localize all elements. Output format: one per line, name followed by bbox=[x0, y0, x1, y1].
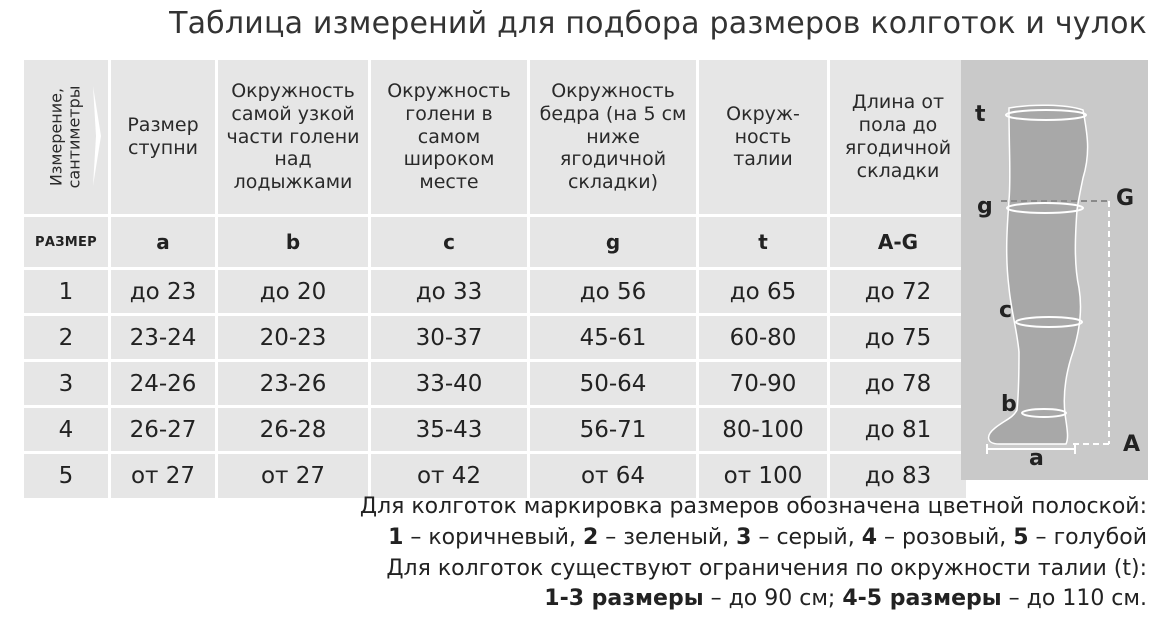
limit-1-value: – до 90 см; bbox=[703, 586, 843, 612]
table-cell: 30-37 bbox=[371, 316, 527, 359]
page-title: Таблица измерений для подбора размеров колготок и чулок bbox=[169, 6, 1147, 41]
label-b: b bbox=[1001, 392, 1017, 417]
notes-block bbox=[360, 492, 1147, 615]
table-cell: 23-24 bbox=[111, 316, 215, 359]
code-b: b bbox=[218, 217, 368, 267]
table-cell: до 23 bbox=[111, 270, 215, 313]
size-number: 4 bbox=[24, 408, 108, 451]
color-size-3-number: 3 bbox=[736, 524, 752, 550]
table-cell: от 27 bbox=[218, 454, 368, 498]
note-waist-limits bbox=[360, 584, 1147, 615]
label-G: G bbox=[1116, 186, 1135, 211]
separator: – bbox=[403, 524, 429, 550]
color-size-2-number: 2 bbox=[582, 524, 599, 550]
table-cell: от 100 bbox=[699, 454, 827, 498]
table-cell: до 83 bbox=[830, 454, 966, 498]
table-cell: от 27 bbox=[111, 454, 215, 498]
table-cell: 80-100 bbox=[699, 408, 827, 451]
table-cell: 35-43 bbox=[371, 408, 527, 451]
size-code-label: РАЗМЕР bbox=[24, 217, 108, 267]
label-t: t bbox=[975, 102, 986, 127]
table-cell: до 56 bbox=[530, 270, 696, 313]
note-waist-limit-intro: Для колготок существуют ограничения по окружности талии (t): bbox=[386, 555, 1147, 581]
code-g: g bbox=[530, 217, 696, 267]
header-ankle-circumference: Окружность самой узкой части голени над лодыжками bbox=[218, 60, 368, 214]
table-cell: 70-90 bbox=[699, 362, 827, 405]
separator: – bbox=[877, 524, 903, 550]
table-cell: от 42 bbox=[371, 454, 527, 498]
note-color-list: 1 – коричневый, 2 – зеленый, 3 – серый, 4 – розовый, 5 – голубой bbox=[388, 524, 1147, 550]
corner-label-line2: сантиметры bbox=[65, 85, 84, 189]
label-A: A bbox=[1123, 432, 1141, 457]
size-number: 1 bbox=[24, 270, 108, 313]
color-size-4-number: 4 bbox=[861, 524, 878, 550]
label-c: c bbox=[999, 298, 1013, 323]
leg-illustration bbox=[961, 60, 1148, 480]
table-cell: до 20 bbox=[218, 270, 368, 313]
limit-2-sizes: 4-5 размеры bbox=[842, 586, 1002, 612]
color-size-4-name: розовый bbox=[902, 524, 1000, 550]
table-corner-header bbox=[24, 60, 108, 214]
table-cell: до 72 bbox=[830, 270, 966, 313]
table-cell: 56-71 bbox=[530, 408, 696, 451]
code-c: c bbox=[371, 217, 527, 267]
size-number: 5 bbox=[24, 454, 108, 498]
label-a: a bbox=[1029, 446, 1044, 471]
header-thigh-circumference: Окружность бедра (на 5 см ниже ягодичной складки) bbox=[530, 60, 696, 214]
chevron-right-icon bbox=[92, 86, 102, 186]
limit-2-value: – до 110 см. bbox=[1001, 586, 1147, 612]
table-cell: до 33 bbox=[371, 270, 527, 313]
table-cell: от 64 bbox=[530, 454, 696, 498]
table-cell: 45-61 bbox=[530, 316, 696, 359]
size-table bbox=[24, 60, 958, 489]
size-number: 3 bbox=[24, 362, 108, 405]
table-cell: 26-28 bbox=[218, 408, 368, 451]
header-foot-size: Размер ступни bbox=[111, 60, 215, 214]
limit-1-sizes: 1-3 размеры bbox=[544, 586, 704, 612]
table-cell: до 75 bbox=[830, 316, 966, 359]
code-a-g: A-G bbox=[830, 217, 966, 267]
table-cell: 33-40 bbox=[371, 362, 527, 405]
color-size-2-name: зеленый bbox=[623, 524, 723, 550]
color-size-1-number: 1 bbox=[388, 524, 404, 550]
table-cell: до 81 bbox=[830, 408, 966, 451]
note-color-marking-intro: Для колготок маркировка размеров обозначена цветной полоской: bbox=[359, 494, 1147, 519]
code-t: t bbox=[699, 217, 827, 267]
separator: – bbox=[1028, 524, 1054, 550]
table-cell: до 78 bbox=[830, 362, 966, 405]
table-cell: 23-26 bbox=[218, 362, 368, 405]
color-size-5-number: 5 bbox=[1013, 524, 1029, 550]
code-a: a bbox=[111, 217, 215, 267]
header-calf-circumference: Окружность голени в самом широком месте bbox=[371, 60, 527, 214]
table-cell: 26-27 bbox=[111, 408, 215, 451]
separator: – bbox=[751, 524, 777, 550]
table-cell: до 65 bbox=[699, 270, 827, 313]
table-cell: 60-80 bbox=[699, 316, 827, 359]
header-waist-circumference: Окруж-ность талии bbox=[699, 60, 827, 214]
separator: – bbox=[598, 524, 624, 550]
label-g: g bbox=[977, 194, 993, 219]
leg-measurement-diagram bbox=[961, 60, 1148, 480]
table-cell: 50-64 bbox=[530, 362, 696, 405]
corner-label-line1: Измерение, bbox=[46, 87, 66, 187]
table-cell: 20-23 bbox=[218, 316, 368, 359]
color-size-3-name: серый bbox=[776, 524, 848, 550]
color-size-5-name: голубой bbox=[1053, 524, 1147, 550]
header-length: Длина от пола до ягодичной складки bbox=[830, 60, 966, 214]
table-cell: 24-26 bbox=[111, 362, 215, 405]
size-number: 2 bbox=[24, 316, 108, 359]
color-size-1-name: коричневый bbox=[428, 524, 569, 550]
